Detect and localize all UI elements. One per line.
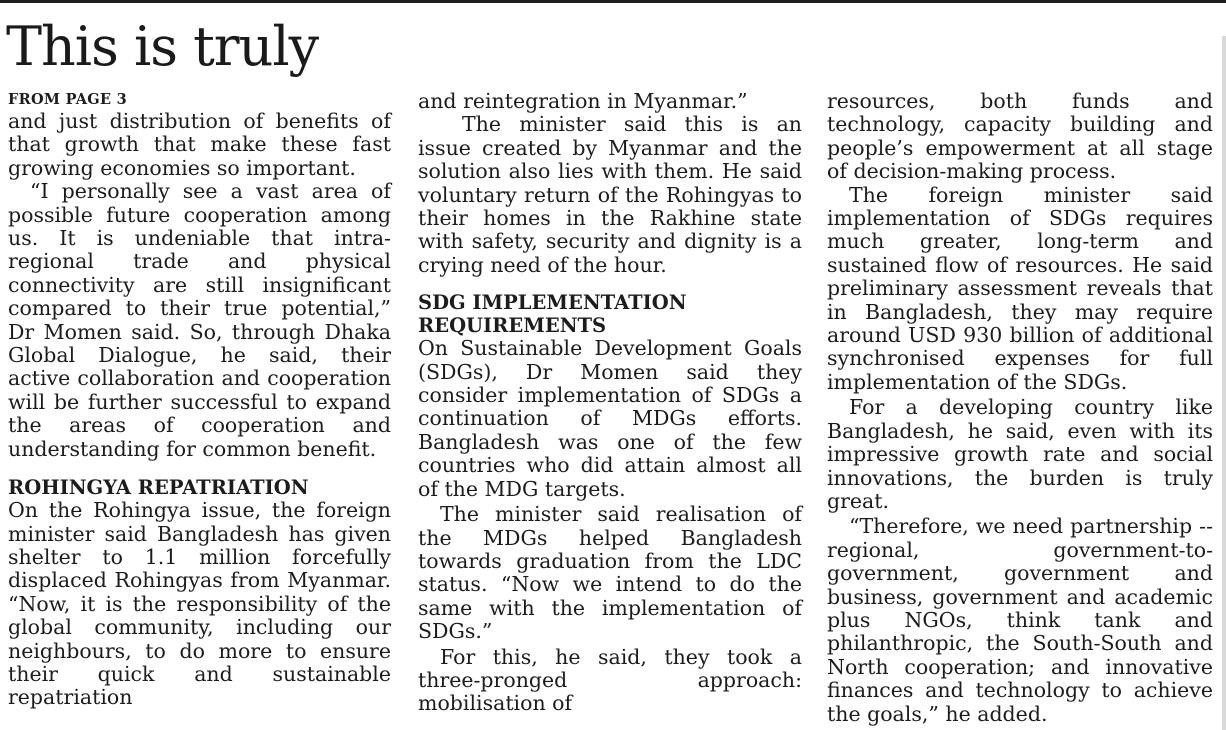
paragraph: and reintegration in Myanmar.”	[418, 89, 748, 113]
page-edge	[1222, 36, 1226, 730]
continuation-kicker: FROM PAGE 3	[8, 91, 128, 108]
paragraph: “Therefore, we need partnership -- regional, government-to-government, government and business, government and academic plus NGOs, think tank and philanthropic, the South-South and North cooperation; and innovative finances and technology to achieve the goals,” he added.	[827, 514, 1213, 726]
paragraph: On the Rohingya issue, the foreign minister said Bangladesh has given shelter to 1.1 million forcefully displaced Rohingyas from Myanmar. “Now, it is the responsibility of the global community, including our neighbours, to do more to ensure their quick and sustainable repatriation	[8, 498, 391, 710]
paragraph: The minister said this is an issue created by Myanmar and the solution also lies with them. He said voluntary return of the Rohingyas to their homes in the Rakhine state with safety, security and dignity is a crying need of the hour.	[418, 112, 802, 277]
section-subhead: SDG IMPLEMENTATION REQUIREMENTS	[418, 291, 687, 338]
paragraph: On Sustainable Development Goals (SDGs), Dr Momen said they consider implementation of SDGs a continuation of MDGs efforts. Bangladesh was one of the few countries who did attain almost all of the MDG targets.	[418, 336, 802, 501]
paragraph: The minister said realisation of the MDGs helped Bangladesh towards graduation from the LDC status. “Now we intend to do the same with the implementation of SDGs.”	[418, 502, 802, 644]
section-subhead: ROHINGYA REPATRIATION	[8, 476, 309, 500]
article-column-1	[8, 90, 391, 710]
article-column-2	[418, 90, 802, 716]
top-rule	[0, 0, 1226, 3]
headline: This is truly	[6, 15, 319, 78]
paragraph: For this, he said, they took a three-pronged approach: mobilisation of	[418, 644, 802, 716]
paragraph: “I personally see a vast area of possible future cooperation among us. It is undeniable that intra-regional trade and physical connectivity are still insignificant compared to their true potential,” Dr Momen said. So, through Dhaka Global Dialogue, he said, their active collaboration and cooperation will be further successful to expand the areas of cooperation and understanding for common benefit.	[8, 179, 391, 461]
paragraph: and just distribution of benefits of that growth that make these fast growing economies so important.	[8, 109, 391, 180]
paragraph: resources, both funds and technology, capacity building and people’s empowerment at all stage of decision-making process.	[827, 89, 1213, 184]
paragraph: The foreign minister said implementation of SDGs requires much greater, long-term and sustained flow of resources. He said preliminary assessment reveals that in Bangladesh, they may require around USD 930 billion of additional synchronised expenses for full implementation of the SDGs.	[827, 182, 1213, 394]
paragraph: For a developing country like Bangladesh, he said, even with its impressive growth rate and social innovations, the burden is truly great.	[827, 395, 1213, 513]
article-column-3	[827, 90, 1213, 726]
